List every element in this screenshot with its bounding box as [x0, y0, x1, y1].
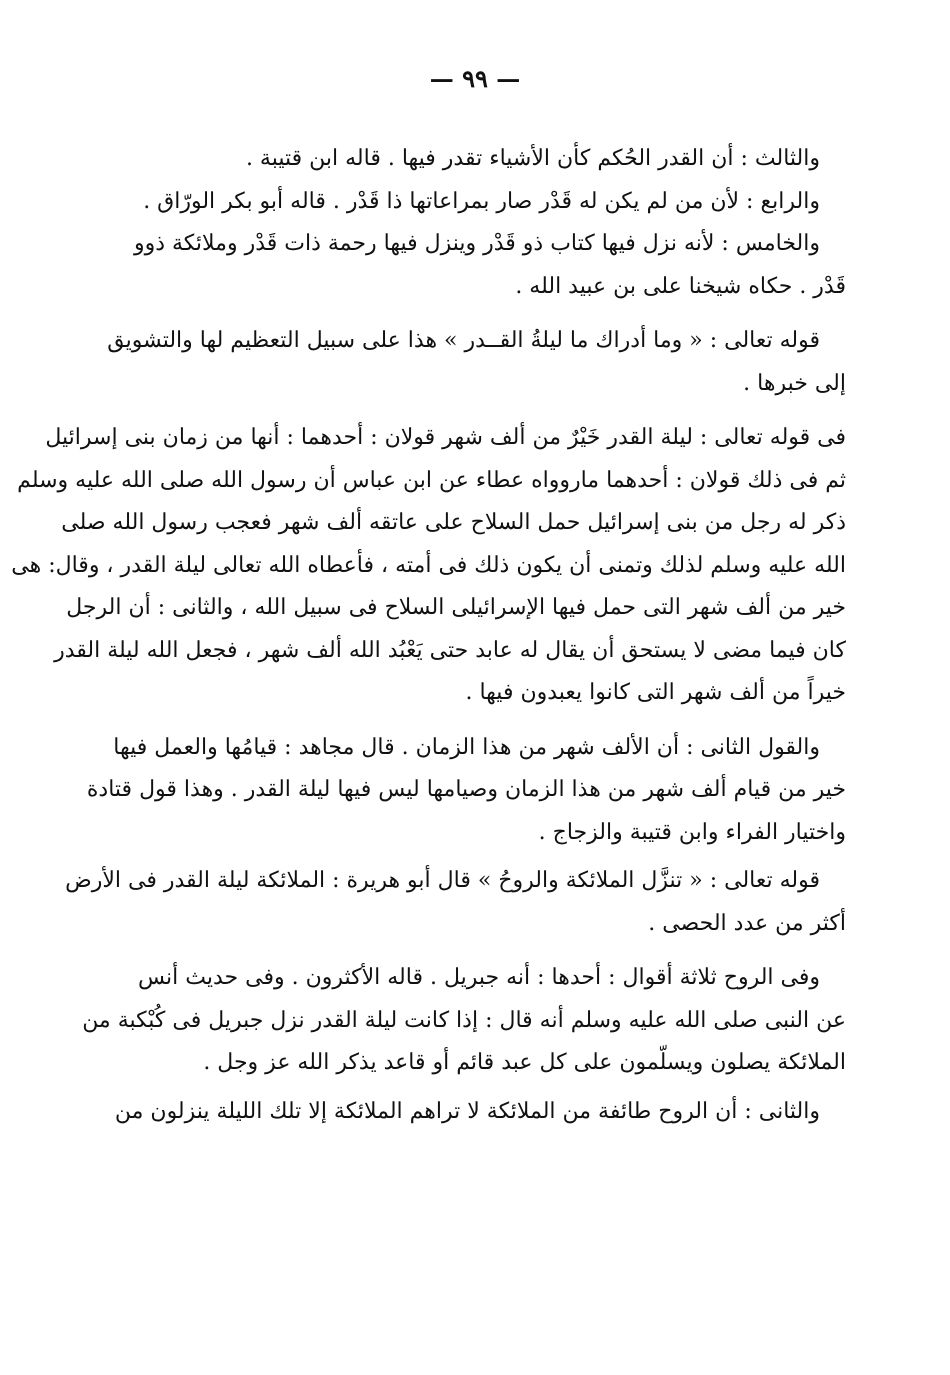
paragraph: [114, 1091, 846, 1134]
paragraph: [86, 727, 846, 855]
text-line: الملائكة يصلون ويسلّمون على كل عبد قائم أو قاعد يذكر الله عز وجل .: [203, 1050, 846, 1075]
text-line: إلى خبرها .: [743, 370, 846, 396]
text-line: والثانى : أن الروح طائفة من الملائكة لا تراهم الملائكة إلا تلك الليلة ينزلون من: [114, 1098, 820, 1124]
text-line: وفى الروح ثلاثة أقوال : أحدها : أنه جبريل . قاله الأكثرون . وفى حديث أنس: [137, 965, 820, 990]
text-line: خيراً من ألف شهر التى كانوا يعبدون فيها .: [465, 680, 846, 705]
paragraph: [82, 957, 846, 1085]
text-line: عن النبى صلى الله عليه وسلم أنه قال : إذا كانت ليلة القدر نزل جبريل فى كُبْكبة من: [82, 1007, 846, 1033]
text-line: والخامس : لأنه نزل فيها كتاب ذو قَدْر وينزل فيها رحمة ذات قَدْر وملائكة ذوو: [133, 231, 820, 256]
text-line: فى قوله تعالى : ليلة القدر خَيْرٌ من ألف شهر قولان : أحدهما : أنها من زمان بنى إسرائيل: [45, 425, 846, 450]
page-number: — ٩٩ —: [429, 64, 521, 93]
text-line: خير من ألف شهر التى حمل فيها الإسرائيلى السلاح فى سبيل الله ، والثانى : أن الرجل: [66, 595, 846, 620]
text-line: والثالث : أن القدر الحُكم كأن الأشياء تقدر فيها . قاله ابن قتيبة .: [245, 146, 820, 171]
text-line: ثم فى ذلك قولان : أحدهما ماروواه عطاء عن ابن عباس أن رسول الله صلى الله عليه وسلم: [17, 467, 846, 493]
text-line: الله عليه وسلم لذلك وتمنى أن يكون ذلك فى أمته ، فأعطاه الله تعالى ليلة القدر ، وقال: هى: [11, 552, 846, 578]
paragraph: [11, 417, 846, 715]
text-line: قوله تعالى : « تنزَّل الملائكة والروحُ » قال أبو هريرة : الملائكة ليلة القدر فى الأرض: [65, 868, 820, 893]
text-line: خير من قيام ألف شهر من هذا الزمان وصيامها ليس فيها ليلة القدر . وهذا قول قتادة: [86, 777, 846, 802]
paragraph: [107, 320, 846, 405]
text-line: والقول الثانى : أن الألف شهر من هذا الزمان . قال مجاهد : قيامُها والعمل فيها: [113, 734, 820, 760]
text-line: قوله تعالى : « وما أدراك ما ليلةُ القــدر » هذا على سبيل التعظيم لها والتشويق: [107, 328, 820, 353]
text-line: قَدْر . حكاه شيخنا على بن عبيد الله .: [515, 273, 846, 299]
text-line: والرابع : لأن من لم يكن له قَدْر صار بمراعاتها ذا قَدْر . قاله أبو بكر الورّاق .: [143, 188, 820, 214]
text-line: واختيار الفراء وابن قتيبة والزجاج .: [538, 819, 846, 845]
text-line: ذكر له رجل من بنى إسرائيل حمل السلاح على عاتقه ألف شهر فعجب رسول الله صلى: [61, 510, 846, 535]
body-text: [11, 138, 846, 1133]
text-line: كان فيما مضى لا يستحق أن يقال له عابد حتى يَعْبُد الله ألف شهر ، فجعل الله ليلة القدر: [54, 637, 846, 663]
paragraph: [65, 860, 846, 945]
text-line: أكثر من عدد الحصى .: [648, 910, 846, 936]
paragraph: [128, 138, 846, 308]
